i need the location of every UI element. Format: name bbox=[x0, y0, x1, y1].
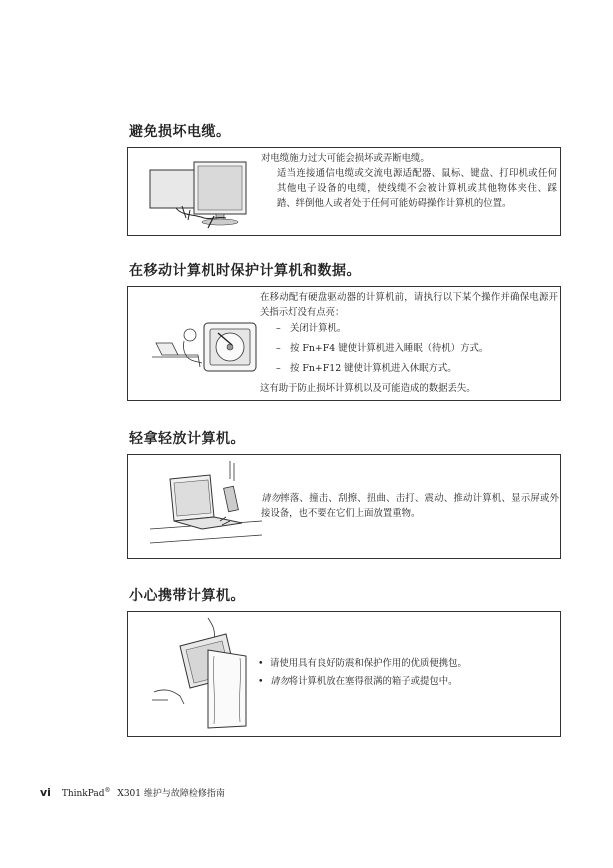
cables-body: 适当连接通信电缆或交流电源适配器、鼠标、键盘、打印机或任何其他电子设备的电缆，使线缆不会被计算机或其他物体夹住、踩踏、绊倒他人或者处于任何可能妨碍操作计算机的位置。 bbox=[277, 168, 557, 209]
footer-reg: ® bbox=[104, 787, 111, 794]
page-number: vi bbox=[40, 786, 51, 799]
section-heading-handle: 轻拿轻放计算机。 bbox=[129, 431, 245, 447]
section-box-moving bbox=[127, 286, 561, 401]
footer-title: X301 维护与故障检修指南 bbox=[117, 789, 225, 799]
list-item: • 请勿将计算机放在塞得很满的箱子或提包中。 bbox=[258, 676, 458, 687]
laptop-drop-illustration bbox=[150, 459, 262, 553]
monitor-cable-illustration bbox=[146, 154, 258, 230]
list-item: – 按 Fn+F4 键使计算机进入睡眠（待机）方式。 bbox=[276, 343, 489, 354]
section-heading-carry: 小心携带计算机。 bbox=[129, 588, 245, 604]
section-heading-cables: 避免损坏电缆。 bbox=[129, 124, 231, 140]
handle-body: 请勿摔落、撞击、刮擦、扭曲、击打、震动、推动计算机、显示屏或外接设备，也不要在它们上面放置重物。 bbox=[261, 493, 559, 519]
section-box-carry bbox=[127, 611, 561, 737]
section-box-handle bbox=[127, 454, 561, 559]
moving-intro: 在移动配有硬盘驱动器的计算机前，请执行以下某个操作并确保电源开关指示灯没有点亮： bbox=[260, 292, 558, 318]
hard-drive-illustration bbox=[148, 321, 260, 375]
section-heading-moving: 在移动计算机时保护计算机和数据。 bbox=[129, 263, 361, 279]
list-item: – 按 Fn+F12 键使计算机进入休眠方式。 bbox=[276, 363, 457, 374]
moving-outro: 这有助于防止损坏计算机以及可能造成的数据丢失。 bbox=[260, 383, 476, 394]
carry-bag-illustration bbox=[150, 616, 262, 734]
list-item: – 关闭计算机。 bbox=[276, 323, 347, 334]
section-box-cables bbox=[127, 147, 561, 236]
list-item: • 请使用具有良好防震和保护作用的优质便携包。 bbox=[258, 658, 467, 669]
cables-intro: 对电缆施力过大可能会损坏或弄断电缆。 bbox=[261, 153, 430, 164]
footer-brand: ThinkPad bbox=[61, 789, 105, 799]
page-footer bbox=[40, 786, 225, 799]
